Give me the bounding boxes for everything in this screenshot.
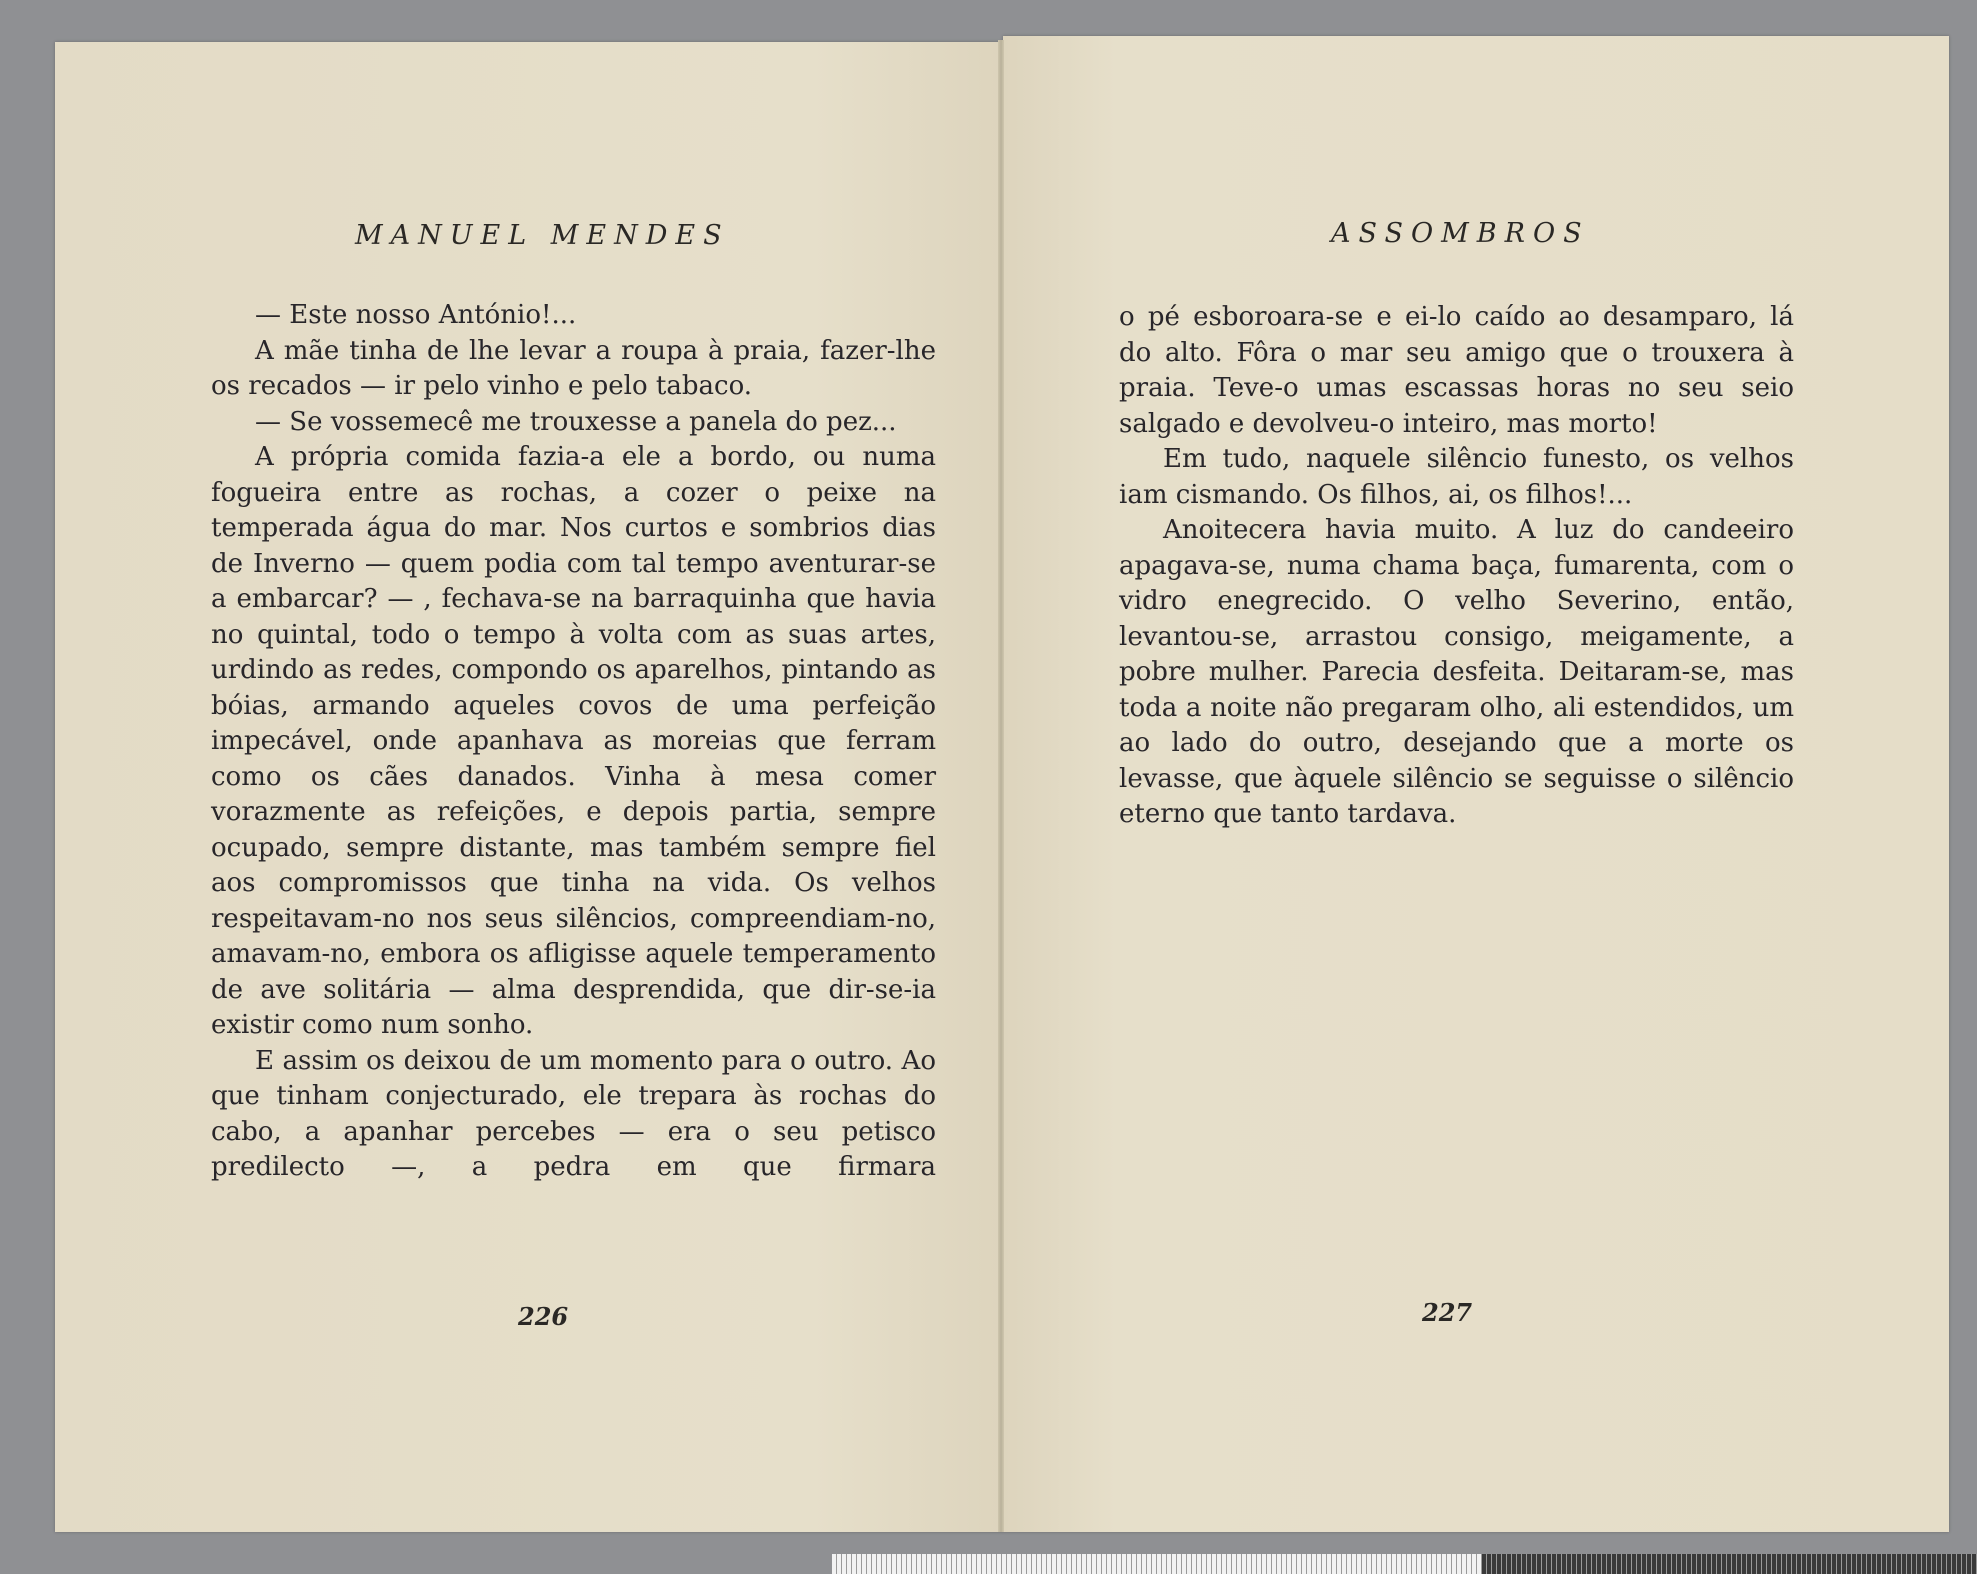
- ruler-light-segment: [832, 1554, 1482, 1574]
- right-page: [1003, 36, 1949, 1532]
- paragraph: Em tudo, naquele silêncio funesto, os velhos iam cismando. Os filhos, ai, os filhos!...: [1119, 444, 1794, 510]
- paragraph: o pé esboroara-se e ei-lo caído ao desamparo, lá do alto. Fôra o mar seu amigo que o trouxera à praia. Teve-o umas escassas horas no seu seio salgado e devolveu-o inteiro, mas morto!: [1119, 302, 1794, 439]
- scale-ruler: [832, 1554, 1977, 1574]
- paragraph: — Este nosso António!...: [255, 300, 577, 330]
- page-number: 226: [518, 1302, 569, 1331]
- paragraph: E assim os deixou de um momento para o outro. Ao que tinham conjecturado, ele trepara às rochas do cabo, a apanhar percebes — era o seu petisco predilecto —, a pedra em que firmara: [211, 1045, 936, 1182]
- left-page-body: [211, 298, 936, 1186]
- ruler-dark-segment: [1482, 1554, 1977, 1574]
- book-gutter: [998, 40, 1004, 1532]
- paragraph: A própria comida fazia-a ele a bordo, ou numa fogueira entre as rochas, a cozer o peixe na temperada água do mar. Nos curtos e sombrios dias de Inverno — quem podia com tal tempo aventurar-se a embarcar? — , fechava-se na barraquinha que havia no quintal, todo o tempo à volta com as suas artes, urdindo as redes, compondo os aparelhos, pintando as bóias, armando aqueles covos de uma perfeição impecável, onde apanhava as moreias que ferram como os cães danados. Vinha à mesa comer vorazmente as refeições, e depois partia, sempre ocupado, sempre distante, mas também sempre fiel aos compromissos que tinha na vida. Os velhos respeitavam-no nos seus silêncios, compreendiam-no, amavam-no, embora os afligisse aquele temperamento de ave solitária — alma desprendida, que dir-se-ia existir como num sonho.: [211, 442, 936, 1040]
- paragraph: A mãe tinha de lhe levar a roupa à praia, fazer-lhe os recados — ir pelo vinho e pelo tabaco.: [211, 335, 936, 401]
- right-page-body: [1119, 300, 1794, 833]
- paragraph: Anoitecera havia muito. A luz do candeeiro apagava-se, numa chama baça, fumarenta, com o vidro enegrecido. O velho Severino, então, levantou-se, arrastou consigo, meigamente, a pobre mulher. Parecia desfeita. Deitaram-se, mas toda a noite não pregaram olho, ali estendidos, um ao lado do outro, desejando que a morte os levasse, que àquele silêncio se seguisse o silêncio eterno que tanto tardava.: [1119, 515, 1794, 829]
- running-head-author: MANUEL MENDES: [355, 220, 730, 251]
- page-number: 227: [1422, 1298, 1473, 1327]
- paragraph: — Se vossemecê me trouxesse a panela do pez...: [255, 406, 897, 437]
- left-page: [55, 42, 1003, 1532]
- running-head-title: ASSOMBROS: [1331, 218, 1590, 249]
